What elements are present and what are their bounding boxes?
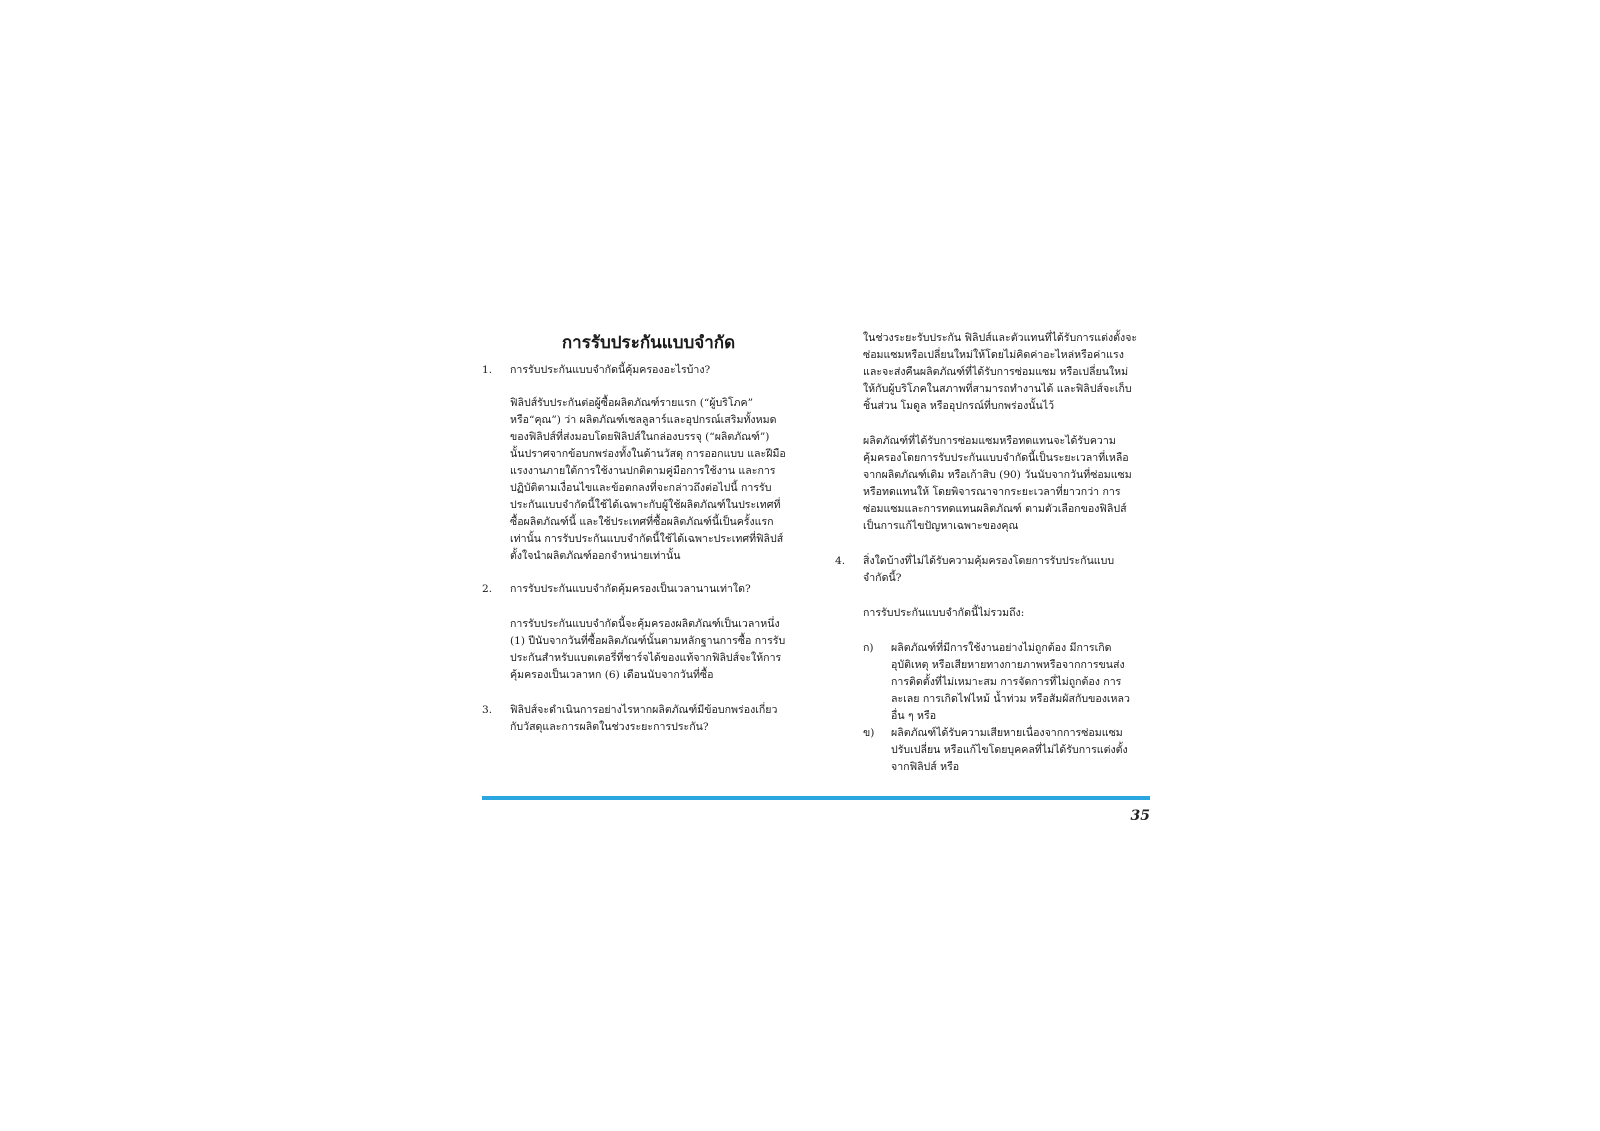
- page-number: 35: [1130, 808, 1150, 824]
- answer-3-paragraph: ในช่วงระยะรับประกัน ฟิลิปส์และตัวแทนที่ได้รับการแต่งตั้งจะซ่อมแซมหรือเปลี่ยนใหม่ให้โดยไม่คิดค่าอะไหล่หรือค่าแรง และจะส่งคืนผลิตภัณฑ์ที่ได้รับการซ่อมแซม หรือเปลี่ยนใหม่ให้กับผู้บริโภคในสภาพที่สามารถทำงานได้ และฟิลิปส์จะเก็บชิ้นส่วน โมดูล หรืออุปกรณ์ที่บกพร่องนั้นไว้: [863, 332, 1138, 412]
- question-text: การรับประกันแบบจำกัดคุ้มครองเป็นเวลานานเท่าใด?: [510, 583, 751, 595]
- question-text: ฟิลิปส์จะดำเนินการอย่างไรหากผลิตภัณฑ์มีข้อบกพร่องเกี่ยวกับวัสดุและการผลิตในช่วงระยะการประกัน?: [510, 704, 778, 733]
- question-text: สิ่งใดบ้างที่ไม่ได้รับความคุ้มครองโดยการรับประกันแบบจำกัดนี้?: [863, 555, 1115, 584]
- answer-3-continued-paragraph: ผลิตภัณฑ์ที่ได้รับการซ่อมแซมหรือทดแทนจะได้รับความคุ้มครองโดยการรับประกันแบบจำกัดนี้เป็นระยะเวลาที่เหลือจากผลิตภัณฑ์เดิม หรือเก้าสิบ (90) วันนับจากวันที่ซ่อมแซมหรือทดแทนให้ โดยพิจารณาจากระยะเวลาที่ยาวกว่า การซ่อมแซมและการทดแทนผลิตภัณฑ์ ตามตัวเลือกของฟิลิปส์ เป็นการแก้ไขปัญหาเฉพาะของคุณ: [863, 435, 1132, 532]
- exclusion-item: [835, 725, 1138, 776]
- answer-2-paragraph: การรับประกันแบบจำกัดนี้จะคุ้มครองผลิตภัณฑ์เป็นเวลาหนึ่ง (1) ปีนับจากวันที่ซื้อผลิตภัณฑ์นั้นตามหลักฐานการซื้อ การรับประกันสำหรับแบตเตอรี่ที่ชาร์จได้ของแท้จากฟิลิปส์จะให้การคุ้มครองเป็นเวลาหก (6) เดือนนับจากวันที่ซื้อ: [510, 618, 786, 681]
- item-marker: ก): [863, 642, 874, 654]
- exclusion-item: [835, 640, 1138, 725]
- question-4: [835, 553, 1138, 587]
- question-number: 2.: [482, 583, 493, 595]
- question-3: [482, 702, 787, 736]
- question-number: 1.: [482, 364, 493, 376]
- document-page: [482, 330, 1150, 830]
- answer-1-paragraph: ฟิลิปส์รับประกันต่อผู้ซื้อผลิตภัณฑ์รายแรก (“ผู้บริโภค” หรือ“คุณ”) ว่า ผลิตภัณฑ์เซลลูลาร์และอุปกรณ์เสริมทั้งหมดของฟิลิปส์ที่ส่งมอบโดยฟิลิปส์ในกล่องบรรจุ (“ผลิตภัณฑ์”) นั้นปราศจากข้อบกพร่องทั้งในด้านวัสดุ การออกแบบ และฝีมือแรงงานภายใต้การใช้งานปกติตามคู่มือการใช้งาน และการปฏิบัติตามเงื่อนไขและข้อตกลงที่จะกล่าวถึงต่อไปนี้ การรับประกันแบบจำกัดนี้ใช้ได้เฉพาะกับผู้ใช้ผลิตภัณฑ์ในประเทศที่ซื้อผลิตภัณฑ์นี้ และใช้ประเทศที่ซื้อผลิตภัณฑ์นี้เป็นครั้งแรกเท่านั้น การรับประกันแบบจำกัดนี้ใช้ได้เฉพาะประเทศที่ฟิลิปส์ตั้งใจนำผลิตภัณฑ์ออกจำหน่ายเท่านั้น: [510, 397, 786, 562]
- question-number: 4.: [835, 555, 846, 567]
- question-number: 3.: [482, 704, 493, 716]
- left-column: [482, 330, 787, 736]
- exclusions-intro: การรับประกันแบบจำกัดนี้ไม่รวมถึง:: [863, 607, 1025, 619]
- page-title: การรับประกันแบบจำกัด: [561, 333, 736, 353]
- question-text: การรับประกันแบบจำกัดนี้คุ้มครองอะไรบ้าง?: [510, 364, 711, 376]
- item-text: ผลิตภัณฑ์ได้รับความเสียหายเนื่องจากการซ่อมแซม ปรับเปลี่ยน หรือแก้ไขโดยบุคคลที่ไม่ได้รับการแต่งตั้งจากฟิลิปส์ หรือ: [891, 727, 1128, 773]
- item-text: ผลิตภัณฑ์ที่มีการใช้งานอย่างไม่ถูกต้อง มีการเกิดอุบัติเหตุ หรือเสียหายทางกายภาพหรือจากการขนส่ง การติดตั้งที่ไม่เหมาะสม การจัดการที่ไม่ถูกต้อง การละเลย การเกิดไฟไหม้ น้ำท่วม หรือสัมผัสกับของเหลวอื่น ๆ หรือ: [891, 642, 1130, 722]
- question-2: [482, 581, 787, 598]
- question-1: [482, 362, 787, 379]
- right-column: [835, 330, 1138, 776]
- item-marker: ข): [863, 727, 875, 739]
- footer-divider: [482, 796, 1150, 800]
